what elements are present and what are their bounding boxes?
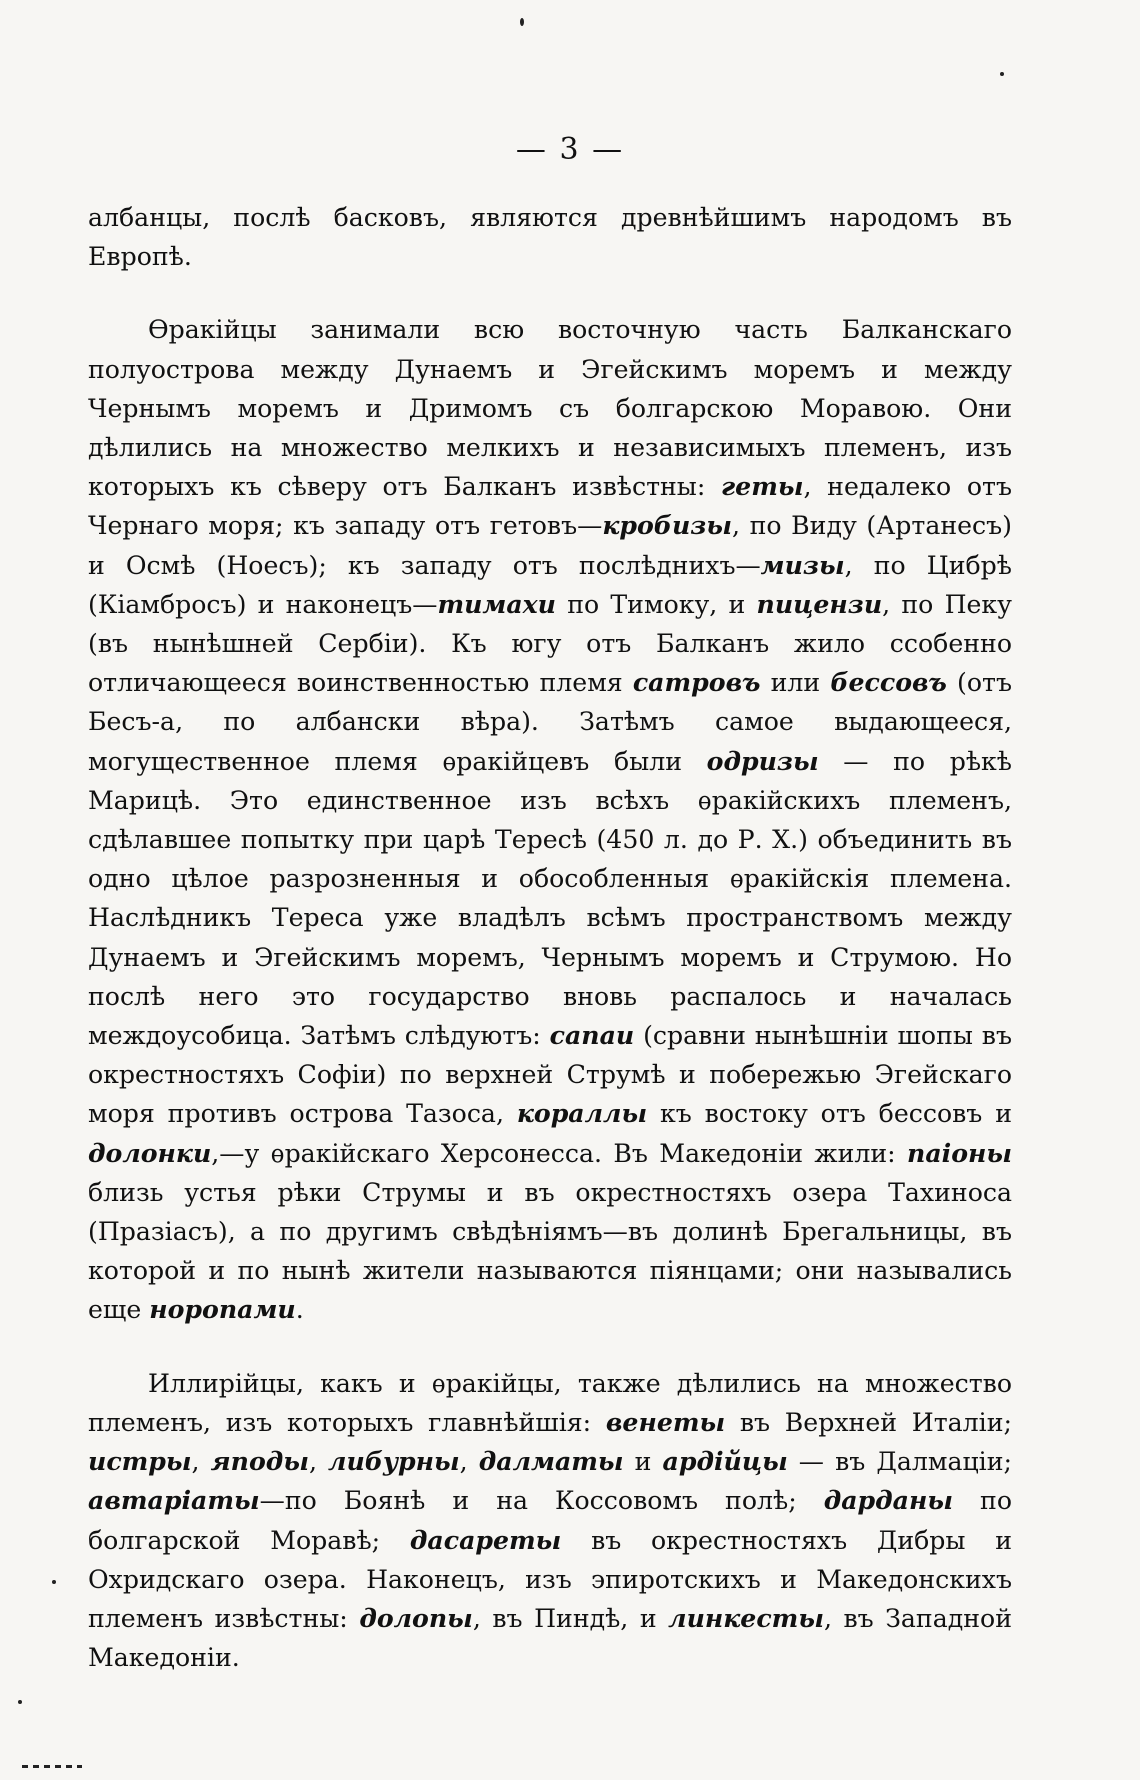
- text-run: —по Боянѣ и на Коссовомъ полѣ;: [259, 1486, 824, 1516]
- text-run: ,: [308, 1447, 329, 1477]
- paragraph-continuation: [88, 198, 1012, 276]
- tribe-name: бессовъ: [830, 667, 947, 698]
- text-run: и: [623, 1447, 663, 1477]
- text-run: (сравни нынѣшніи шопы въ окрестностяхъ Софіи) по верхней Струмѣ и побережью Эгейскаго моря противъ острова Тазоса,: [88, 1021, 1012, 1129]
- text-run: Ѳракійцы занимали всю восточную часть Балканскаго полуострова между Дунаемъ и Эгейскимъ моремъ и между Чернымъ моремъ и Дримомъ съ болгарскою Моравою. Они дѣлились на множество мелкихъ и независимыхъ племенъ, изъ которыхъ къ сѣверу отъ Балканъ извѣстны:: [88, 315, 1012, 502]
- text-run: ,: [191, 1447, 211, 1477]
- text-run: , по Виду (Артанесъ) и Осмѣ (Ноесъ); къ западу отъ послѣднихъ—: [88, 511, 1013, 580]
- tribe-name: долонки: [88, 1137, 212, 1168]
- text-run: ,: [459, 1447, 479, 1477]
- tribe-name: дасареты: [409, 1524, 562, 1555]
- tribe-name: линкесты: [668, 1602, 824, 1633]
- text-run: , по Цибрѣ (Кіамбросъ) и наконецъ—: [88, 550, 1012, 619]
- tribe-name: истры: [88, 1446, 192, 1477]
- tribe-name: ардійцы: [662, 1446, 788, 1477]
- scan-speck: [520, 18, 524, 26]
- tribe-name: сатровъ: [632, 667, 761, 698]
- text-run: , въ Пиндѣ, и: [472, 1603, 669, 1633]
- paragraph-illyrians: [88, 1364, 1012, 1678]
- tribe-name: пицензи: [756, 588, 883, 619]
- text-run: Иллирійцы, какъ и ѳракійцы, также дѣлились на множество племенъ, изъ которыхъ главнѣйшія:: [88, 1368, 1012, 1437]
- paragraph-text: албанцы, послѣ басковъ, являются древнѣйшимъ народомъ въ Европѣ.: [88, 203, 1012, 272]
- tribe-name: геты: [721, 471, 804, 502]
- text-run: , недалеко отъ Чернаго моря; къ западу отъ гетовъ—: [88, 472, 1012, 541]
- scan-speck: [52, 1580, 56, 1584]
- scan-speck: [18, 1700, 22, 1704]
- text-run: въ Верхней Италіи;: [725, 1407, 1012, 1437]
- tribe-name: долопы: [359, 1602, 473, 1633]
- text-run: въ окрестностяхъ Дибры и Охридскаго озера. Наконецъ, изъ эпиротскихъ и Македонскихъ племенъ извѣстны:: [88, 1525, 1012, 1633]
- text-run: по болгарской Моравѣ;: [88, 1486, 1012, 1555]
- text-run: — въ Далмаціи;: [787, 1447, 1012, 1477]
- page-number: — 3 —: [515, 132, 625, 167]
- tribe-name: далматы: [478, 1446, 624, 1477]
- tribe-name: яподы: [210, 1446, 309, 1477]
- tribe-name: венеты: [605, 1406, 726, 1437]
- tribe-name: кораллы: [516, 1098, 648, 1129]
- text-run: или: [760, 668, 831, 698]
- tribe-name: норопами: [149, 1294, 296, 1325]
- text-run: ,—у ѳракійскаго Херсонесса. Въ Македоніи жили:: [211, 1138, 907, 1168]
- tribe-name: дарданы: [823, 1485, 953, 1516]
- text-run: , по Пеку (въ нынѣшней Сербіи). Къ югу отъ Балканъ жило ссобенно отличающееся воинственностью племя: [88, 589, 1012, 698]
- tribe-name: кробизы: [602, 510, 732, 541]
- text-run: .: [295, 1295, 304, 1325]
- tribe-name: мизы: [760, 549, 845, 580]
- scan-edge-mark: [22, 1765, 82, 1768]
- text-run: — по рѣкѣ Марицѣ. Это единственное изъ всѣхъ ѳракійскихъ племенъ, сдѣлавшее попытку при царѣ Тересѣ (450 л. до Р. Х.) объединить въ одно цѣлое разрозненныя и обособленныя ѳракійскія племена. Наслѣдникъ Тереса уже владѣлъ всѣмъ пространствомъ между Дунаемъ и Эгейскимъ моремъ, Чернымъ моремъ и Струмою. Но послѣ него это государство вновь распалось и началась междоусобица. Затѣмъ слѣдуютъ:: [88, 746, 1012, 1051]
- paragraph-thracians: [88, 310, 1012, 1329]
- tribe-name: либурны: [328, 1446, 460, 1477]
- page-body: [88, 198, 1012, 1677]
- text-run: , въ Западной Македоніи.: [88, 1603, 1012, 1673]
- text-run: по Тимоку, и: [556, 589, 757, 619]
- tribe-name: автаріаты: [88, 1485, 260, 1516]
- scan-speck: [1000, 72, 1004, 76]
- text-run: (отъ Бесъ-а, по албански вѣра). Затѣмъ самое выдающееся, могущественное племя ѳракійцевъ были: [88, 668, 1012, 776]
- text-run: къ востоку отъ бессовъ и: [647, 1099, 1012, 1129]
- tribe-name: одризы: [706, 745, 819, 776]
- tribe-name: паіоны: [907, 1137, 1012, 1168]
- tribe-name: сапаи: [549, 1020, 635, 1051]
- text-run: близь устья рѣки Струмы и въ окрестностяхъ озера Тахиноса (Празіасъ), а по другимъ свѣдѣніямъ—въ долинѣ Брегальницы, въ которой и по нынѣ жители называются піянцами; они назывались еще: [88, 1177, 1012, 1325]
- tribe-name: тимахи: [437, 588, 556, 619]
